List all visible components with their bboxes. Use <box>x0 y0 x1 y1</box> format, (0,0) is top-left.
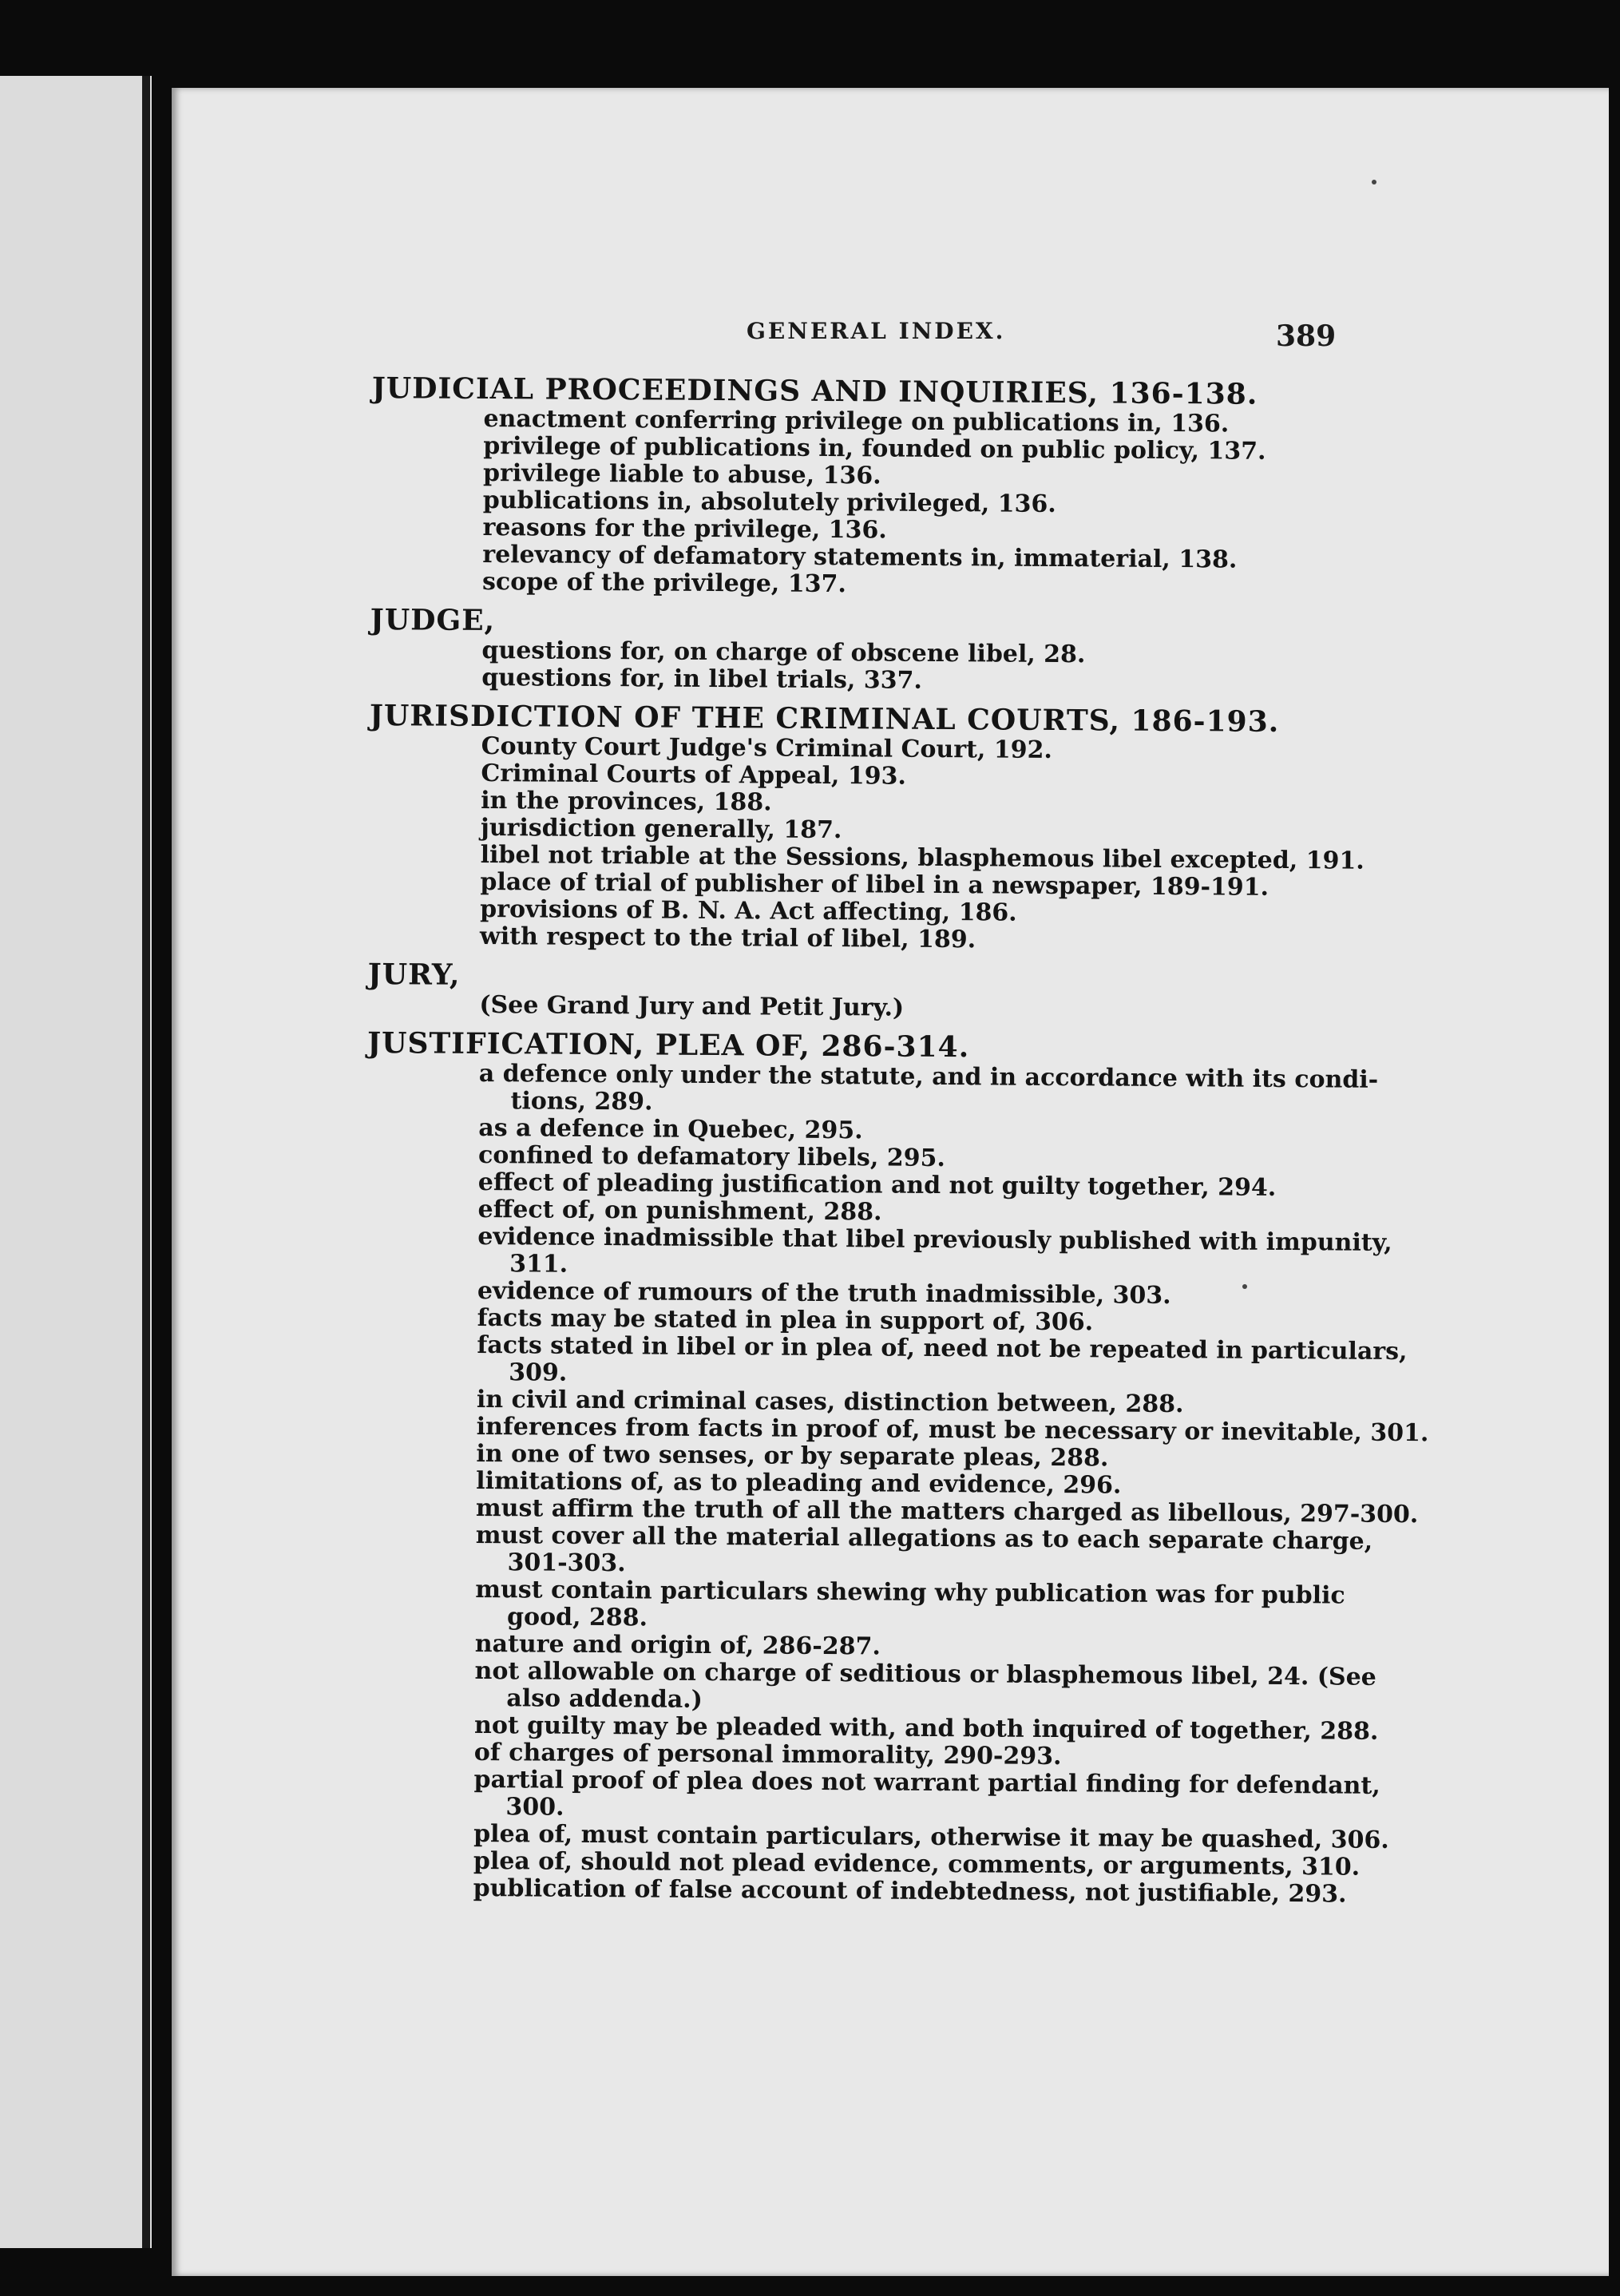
index-entry-continuation: 311. <box>509 1250 568 1279</box>
index-entry-text: inferences from facts in proof of, must be necessary or inevitable, 301. <box>476 1412 1429 1448</box>
index-entry-text: Criminal Courts of Appeal, 193. <box>481 759 907 791</box>
facing-page <box>0 76 152 2248</box>
index-entry <box>367 991 1309 1025</box>
index-entry-text: relevancy of defamatory statements in, immaterial, 138. <box>482 540 1238 574</box>
index-heading: JUDICIAL PROCEEDINGS AND INQUIRIES, 136-138. <box>371 371 1258 411</box>
index-entry-text: evidence inadmissible that libel previously published with impunity, <box>477 1222 1392 1257</box>
index-entry-text: a defence only under the statute, and in accordance with its condi- <box>478 1059 1379 1094</box>
index-entry-text: jurisdiction generally, 187. <box>480 813 842 845</box>
index-heading: JURISDICTION OF THE CRIMINAL COURTS, 186-193. <box>369 698 1280 739</box>
index-entry-text: partial proof of plea does not warrant partial finding for defendant, <box>473 1765 1380 1800</box>
index-entry-text: County Court Judge's Criminal Court, 192. <box>481 732 1053 764</box>
index-entry-continuation: good, 288. <box>506 1603 648 1632</box>
index-entry-text: questions for, on charge of obscene libel, 28. <box>481 636 1086 669</box>
index-entry-text: evidence of rumours of the truth inadmissible, 303. <box>477 1276 1171 1311</box>
index-entry-text: confined to defamatory libels, 295. <box>477 1140 945 1173</box>
index-entry-text: privilege liable to abuse, 136. <box>482 458 881 490</box>
running-header: GENERAL INDEX. <box>747 318 1006 344</box>
index-heading: JUDGE, <box>370 602 496 638</box>
index-entry <box>363 1521 1373 1582</box>
index-entry-text: effect of, on punishment, 288. <box>477 1195 882 1227</box>
index-entry-text: facts stated in libel or in plea of, need not be repeated in particulars, <box>477 1330 1408 1366</box>
index-entry-text: questions for, in libel trials, 337. <box>481 663 923 695</box>
index-entry-text: libel not triable at the Sessions, blasphemous libel excepted, 191. <box>480 840 1365 875</box>
index-heading: JUSTIFICATION, PLEA OF, 286-314. <box>366 1025 970 1065</box>
index-entry-text: not guilty may be pleaded with, and both inquired of together, 288. <box>473 1711 1379 1746</box>
index-entry-text: not allowable on charge of seditious or blasphemous libel, 24. (See <box>474 1656 1376 1691</box>
index-entry-continuation: also addenda.) <box>506 1684 703 1714</box>
index-entry-text: of charges of personal immorality, 290-293. <box>473 1738 1062 1771</box>
index-entry-continuation: 301-303. <box>507 1549 626 1578</box>
index-entry <box>365 1330 1408 1392</box>
page-number: 389 <box>1276 319 1337 353</box>
index-entry <box>370 664 1312 697</box>
index-entry-text: in civil and criminal cases, distinction between, 288. <box>476 1385 1184 1419</box>
index-entry-text: enactment conferring privilege on publications in, 136. <box>483 404 1230 438</box>
index-body <box>362 363 1429 1909</box>
index-entry-text: effect of pleading justification and not guilty together, 294. <box>477 1168 1277 1202</box>
index-entry-text: must affirm the truth of all the matters charged as libellous, 297-300. <box>475 1493 1419 1529</box>
index-entry <box>363 1575 1345 1636</box>
index-entry-text: publications in, absolutely privileged, 136. <box>482 486 1056 518</box>
index-entry-text: reasons for the privilege, 136. <box>482 513 887 545</box>
index-entry-text: facts may be stated in plea in support of, 306. <box>477 1303 1094 1337</box>
index-entry-text: (See Grand Jury and Petit Jury.) <box>479 990 905 1022</box>
index-entry-continuation: 300. <box>505 1793 564 1822</box>
index-entry <box>362 1765 1380 1826</box>
index-entry-text: as a defence in Quebec, 295. <box>478 1113 863 1145</box>
scan-blemish <box>1242 1284 1247 1289</box>
index-entry-text: provisions of B. N. A. Act affecting, 186. <box>480 894 1017 927</box>
index-entry-text: place of trial of publisher of libel in a newspaper, 189-191. <box>480 867 1269 902</box>
index-entry-text: plea of, must contain particulars, otherwise it may be quashed, 306. <box>473 1819 1389 1854</box>
index-entry-text: nature and origin of, 286-287. <box>474 1629 881 1661</box>
page-gutter <box>142 76 150 2248</box>
index-entry-text: in one of two senses, or by separate pleas, 288. <box>476 1439 1109 1473</box>
index-heading: JURY, <box>367 957 461 992</box>
index-entry-text: must contain particulars shewing why publication was for public <box>475 1575 1345 1610</box>
index-entry <box>362 1656 1376 1718</box>
index-entry-text: limitations of, as to pleading and evidence, 296. <box>476 1466 1122 1500</box>
index-entry-continuation: tions, 289. <box>510 1087 653 1116</box>
index-entry <box>366 1059 1379 1120</box>
index-entry-text: in the provinces, 188. <box>481 786 772 817</box>
scan-blemish <box>1372 180 1376 184</box>
index-entry <box>368 922 1310 956</box>
index-entry-text: privilege of publications in, founded on public policy, 137. <box>483 431 1266 466</box>
index-entry-text: publication of false account of indebtedness, not justifiable, 293. <box>473 1874 1347 1909</box>
index-entry <box>366 1222 1392 1283</box>
index-entry-text: with respect to the trial of libel, 189. <box>479 922 976 954</box>
index-entry-continuation: 309. <box>509 1358 568 1387</box>
index-entry-text: must cover all the material allegations as to each separate charge, <box>475 1521 1373 1556</box>
index-entry-text: scope of the privilege, 137. <box>481 567 846 599</box>
index-entry-text: plea of, should not plead evidence, comments, or arguments, 310. <box>473 1846 1361 1882</box>
